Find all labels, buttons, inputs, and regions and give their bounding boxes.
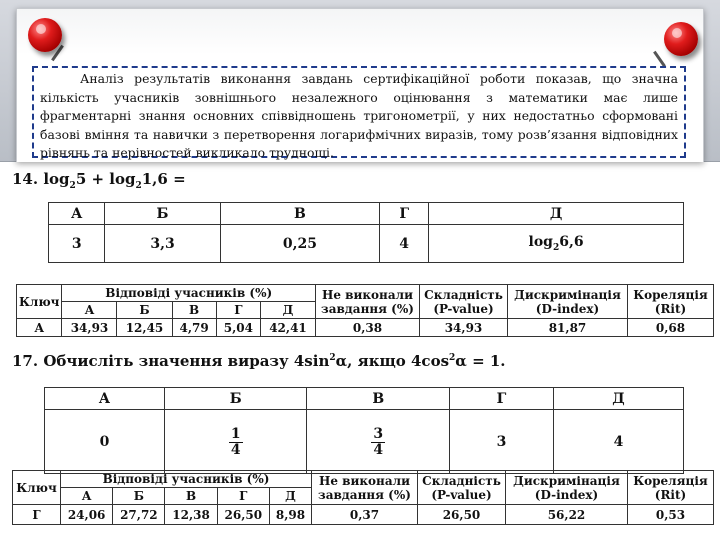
- answer-header: А: [49, 203, 105, 225]
- answer-option: 4: [380, 225, 429, 263]
- table-row: [17, 319, 714, 337]
- answer-header: Г: [380, 203, 429, 225]
- answer-header: Б: [105, 203, 220, 225]
- fraction: $\frac{1}{4}$: [230, 425, 241, 458]
- answer-option: 3,3: [105, 225, 220, 263]
- problem-17-answer-table: [44, 387, 684, 474]
- response-cell: 12,45: [117, 319, 172, 337]
- discrimination-header: Дискримінація (D-index): [506, 471, 628, 505]
- option-header: В: [172, 302, 216, 319]
- key-header: Ключ: [17, 285, 62, 319]
- push-pin-icon: [28, 18, 62, 52]
- option-header: Д: [260, 302, 315, 319]
- discrimination-cell: 56,22: [506, 505, 628, 525]
- key-header: Ключ: [13, 471, 61, 505]
- problem-17-statement: 17. Обчисліть значення виразу $4\sin^2\alpha$, якщо $4\cos^2\alpha = 1$.: [12, 352, 506, 370]
- response-cell: 12,38: [165, 505, 217, 525]
- not-done-header: Не виконали завдання (%): [312, 471, 418, 505]
- push-pin-icon: [664, 22, 698, 56]
- option-header: Б: [117, 302, 172, 319]
- answer-option: 3: [450, 410, 554, 474]
- not-done-header: Не виконали завдання (%): [316, 285, 420, 319]
- option-header: Д: [269, 488, 311, 505]
- answer-option: $\log_26,6$: [429, 225, 684, 263]
- answer-option: 3: [49, 225, 105, 263]
- discrimination-header: Дискримінація (D-index): [508, 285, 628, 319]
- difficulty-header: Складність (P-value): [420, 285, 508, 319]
- answer-option: 0,25: [220, 225, 380, 263]
- discrimination-cell: 81,87: [508, 319, 628, 337]
- answer-header: Д: [429, 203, 684, 225]
- answer-option: [307, 410, 450, 474]
- answer-option: [164, 410, 307, 474]
- responses-header: Відповіді учасників (%): [61, 471, 312, 488]
- response-cell: 26,50: [217, 505, 269, 525]
- answer-header: Б: [164, 388, 307, 410]
- correlation-cell: 0,68: [628, 319, 714, 337]
- not-done-cell: 0,38: [316, 319, 420, 337]
- problem-14-statement: 14. $\log_25 + \log_21,6$ =: [12, 170, 186, 191]
- response-cell: 42,41: [260, 319, 315, 337]
- correlation-header: Кореляція (Rit): [628, 471, 714, 505]
- difficulty-cell: 26,50: [418, 505, 506, 525]
- responses-header: Відповіді учасників (%): [62, 285, 316, 302]
- response-cell: 24,06: [61, 505, 113, 525]
- key-cell: А: [17, 319, 62, 337]
- option-header: Г: [217, 488, 269, 505]
- fraction: $\frac{3}{4}$: [373, 425, 384, 458]
- option-header: В: [165, 488, 217, 505]
- option-header: Б: [113, 488, 165, 505]
- answer-header: Г: [450, 388, 554, 410]
- answer-header: Д: [553, 388, 683, 410]
- response-cell: 27,72: [113, 505, 165, 525]
- analysis-note: Аналіз результатів виконання завдань сертифікаційної роботи показав, що значна кількість учасників зовнішнього незалежного оцінювання з математики має лише фрагментарні знання основних співвідношень тригонометрії, у них недостатньо сформовані базові вміння та навички з перетворення логарифмічних виразів, тому розв’язання відповідних рівнянь та нерівностей викликало труднощі.: [32, 66, 686, 158]
- answer-header: В: [220, 203, 380, 225]
- difficulty-header: Складність (P-value): [418, 471, 506, 505]
- response-cell: 34,93: [62, 319, 117, 337]
- response-cell: 8,98: [269, 505, 311, 525]
- table-row: [13, 505, 714, 525]
- response-cell: 4,79: [172, 319, 216, 337]
- correlation-cell: 0,53: [628, 505, 714, 525]
- option-header: А: [61, 488, 113, 505]
- response-cell: 5,04: [216, 319, 260, 337]
- difficulty-cell: 34,93: [420, 319, 508, 337]
- correlation-header: Кореляція (Rit): [628, 285, 714, 319]
- answer-header: А: [45, 388, 165, 410]
- answer-option: 0: [45, 410, 165, 474]
- problem-number: 14.: [12, 170, 39, 188]
- problem-14-stats-table: [16, 284, 714, 337]
- option-header: А: [62, 302, 117, 319]
- problem-number: 17.: [12, 352, 39, 370]
- not-done-cell: 0,37: [312, 505, 418, 525]
- answer-option: 4: [553, 410, 683, 474]
- key-cell: Г: [13, 505, 61, 525]
- answer-header: В: [307, 388, 450, 410]
- problem-17-stats-table: [12, 470, 714, 525]
- problem-14-answer-table: [48, 202, 684, 263]
- option-header: Г: [216, 302, 260, 319]
